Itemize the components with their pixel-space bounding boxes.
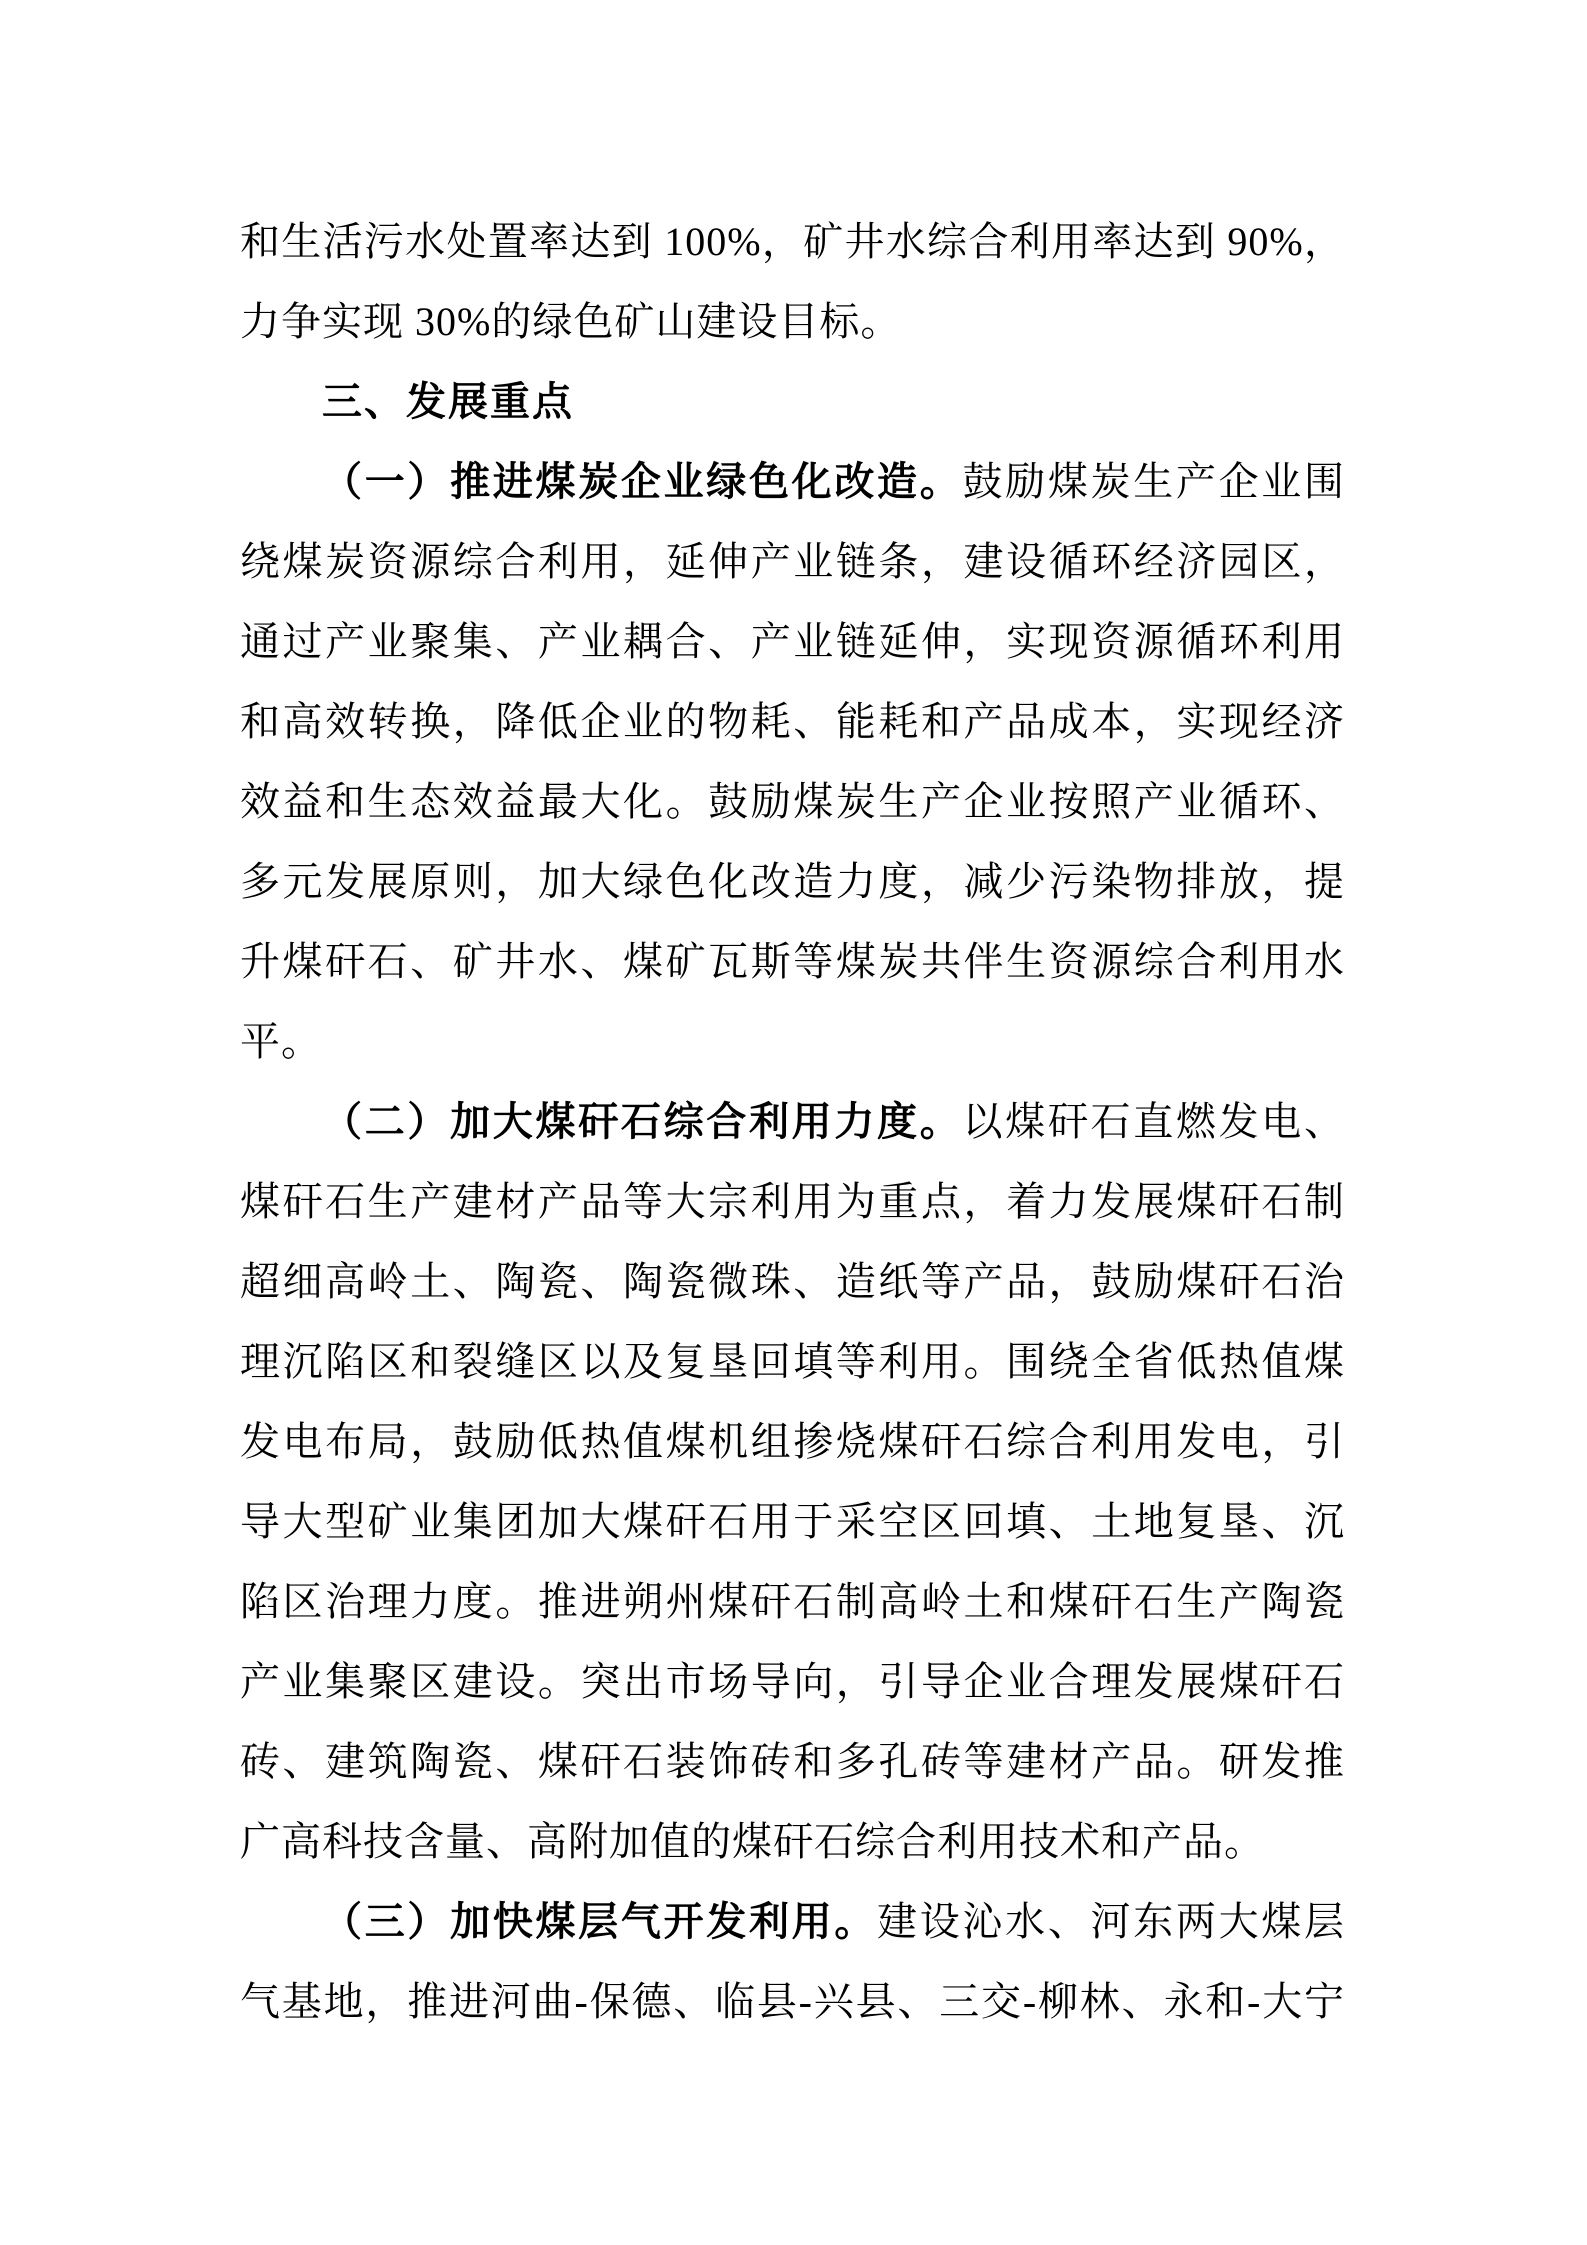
text-line — [240, 602, 1345, 682]
bold-lead-segment: （二）加大煤矸石综合利用力度。 — [322, 1099, 963, 1144]
text-line — [240, 1802, 1345, 1882]
text-line — [240, 442, 1345, 522]
text-segment: 发电布局，鼓励低热值煤机组掺烧煤矸石综合利用发电，引 — [240, 1419, 1345, 1464]
text-segment: 砖、建筑陶瓷、煤矸石装饰砖和多孔砖等建材产品。研发推 — [240, 1739, 1345, 1784]
text-segment: 产业集聚区建设。突出市场导向，引导企业合理发展煤矸石 — [240, 1659, 1345, 1704]
text-segment: 以煤矸石直燃发电、 — [962, 1099, 1346, 1144]
text-segment: 效益和生态效益最大化。鼓励煤炭生产企业按照产业循环、 — [240, 779, 1345, 824]
text-line — [240, 1162, 1345, 1242]
text-segment: 导大型矿业集团加大煤矸石用于采空区回填、土地复垦、沉 — [240, 1499, 1345, 1544]
text-line — [240, 922, 1345, 1002]
text-segment: 和高效转换，降低企业的物耗、能耗和产品成本，实现经济 — [240, 699, 1345, 744]
text-line — [240, 202, 1345, 282]
text-line — [240, 1562, 1345, 1642]
text-line — [240, 762, 1345, 842]
text-segment: 绕煤炭资源综合利用，延伸产业链条，建设循环经济园区， — [240, 539, 1345, 584]
bold-lead-segment: （一）推进煤炭企业绿色化改造。 — [322, 459, 963, 504]
text-segment: 和生活污水处置率达到 100%，矿井水综合利用率达到 90%， — [240, 219, 1345, 264]
text-line — [240, 282, 1345, 362]
text-segment: 陷区治理力度。推进朔州煤矸石制高岭土和煤矸石生产陶瓷 — [240, 1579, 1345, 1624]
section-heading — [240, 362, 1345, 442]
text-segment: 鼓励煤炭生产企业围 — [962, 459, 1346, 504]
text-segment: 建设沁水、河东两大煤层 — [877, 1899, 1346, 1944]
text-segment: 煤矸石生产建材产品等大宗利用为重点，着力发展煤矸石制 — [240, 1179, 1345, 1224]
text-line — [240, 1402, 1345, 1482]
text-segment: 力争实现 30%的绿色矿山建设目标。 — [240, 299, 902, 344]
text-segment: 多元发展原则，加大绿色化改造力度，减少污染物排放，提 — [240, 859, 1345, 904]
text-segment: 升煤矸石、矿井水、煤矿瓦斯等煤炭共伴生资源综合利用水 — [240, 939, 1345, 984]
text-line — [240, 1722, 1345, 1802]
text-line — [240, 1002, 1345, 1082]
text-line — [240, 1962, 1345, 2042]
bold-lead-segment: （三）加快煤层气开发利用。 — [322, 1899, 878, 1944]
text-line — [240, 1242, 1345, 1322]
text-line — [240, 1482, 1345, 1562]
text-line — [240, 842, 1345, 922]
text-segment: 广高科技含量、高附加值的煤矸石综合利用技术和产品。 — [240, 1819, 1265, 1864]
text-block — [240, 202, 1345, 2042]
text-segment: 理沉陷区和裂缝区以及复垦回填等利用。围绕全省低热值煤 — [240, 1339, 1345, 1384]
text-line — [240, 1882, 1345, 1962]
bold-lead-segment: 三、发展重点 — [322, 380, 574, 424]
text-line — [240, 682, 1345, 762]
text-segment: 通过产业聚集、产业耦合、产业链延伸，实现资源循环利用 — [240, 619, 1345, 664]
text-line — [240, 1082, 1345, 1162]
text-segment: 气基地，推进河曲-保德、临县-兴县、三交-柳林、永和-大宁 — [240, 1979, 1345, 2024]
text-line — [240, 1322, 1345, 1402]
text-line — [240, 522, 1345, 602]
text-segment: 超细高岭土、陶瓷、陶瓷微珠、造纸等产品，鼓励煤矸石治 — [240, 1259, 1345, 1304]
text-segment: 平。 — [240, 1019, 322, 1064]
text-line — [240, 1642, 1345, 1722]
